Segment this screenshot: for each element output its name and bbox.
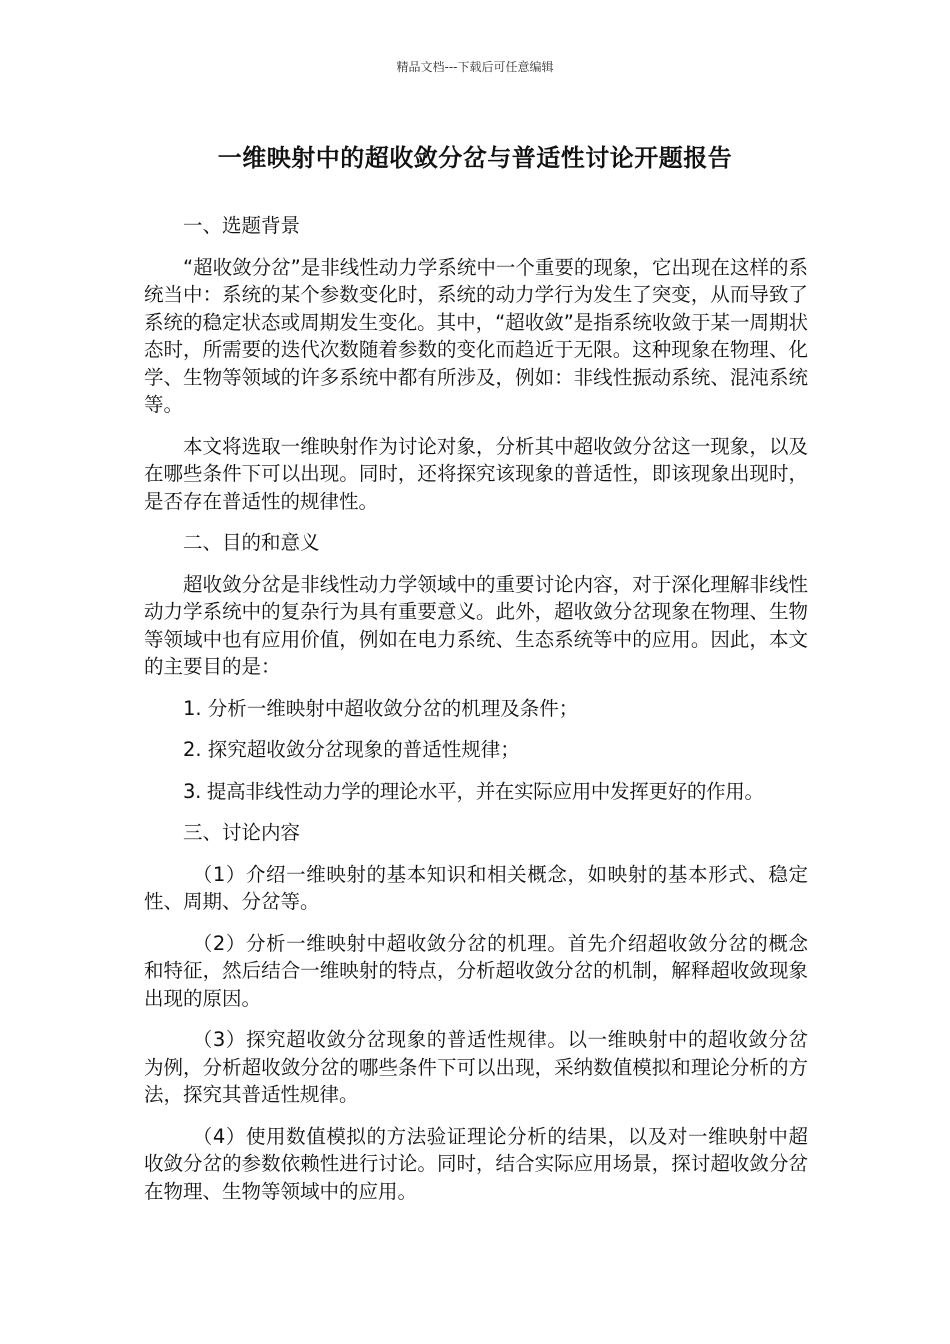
- list-item: （2）分析一维映射中超收敛分岔的机理。首先介绍超收敛分岔的概念和特征，然后结合一维映射的特点，分析超收敛分岔的机制，解释超收敛现象出现的原因。: [144, 931, 808, 1010]
- list-item: 3. 提高非线性动力学的理论水平，并在实际应用中发挥更好的作用。: [183, 779, 764, 803]
- document-title: 一维映射中的超收敛分岔与普适性讨论开题报告: [217, 144, 733, 172]
- section-heading-background: 一、选题背景: [183, 214, 301, 237]
- paragraph: 超收敛分岔是非线性动力学领域中的重要讨论内容，对于深化理解非线性动力学系统中的复杂行为具有重要意义。此外，超收敛分岔现象在物理、生物等领域中也有应用价值，例如在电力系统、生态系统等中的应用。因此，本文的主要目的是：: [144, 572, 808, 678]
- header-note: 精品文档---下载后可任意编辑: [396, 60, 554, 74]
- paragraph: 本文将选取一维映射作为讨论对象，分析其中超收敛分岔这一现象，以及在哪些条件下可以出现。同时，还将探究该现象的普适性，即该现象出现时，是否存在普适性的规律性。: [144, 434, 808, 513]
- section-heading-purpose: 二、目的和意义: [183, 531, 320, 554]
- list-item: （3）探究超收敛分岔现象的普适性规律。以一维映射中的超收敛分岔为例，分析超收敛分岔的哪些条件下可以出现，采纳数值模拟和理论分析的方法，探究其普适性规律。: [144, 1028, 808, 1106]
- list-item: （4）使用数值模拟的方法验证理论分析的结果，以及对一维映射中超收敛分岔的参数依赖性进行讨论。同时，结合实际应用场景，探讨超收敛分岔在物理、生物等领域中的应用。: [144, 1124, 808, 1203]
- document-body: [144, 212, 808, 1219]
- section-heading-content: 三、讨论内容: [183, 821, 301, 844]
- list-item: 1. 分析一维映射中超收敛分岔的机理及条件；: [183, 696, 579, 720]
- list-item: （1）介绍一维映射的基本知识和相关概念，如映射的基本形式、稳定性、周期、分岔等。: [144, 862, 808, 913]
- paragraph: “超收敛分岔”是非线性动力学系统中一个重要的现象，它出现在这样的系统当中：系统的某个参数变化时，系统的动力学行为发生了突变，从而导致了系统的稳定状态或周期发生变化。其中，“超收敛”是指系统收敛于某一周期状态时，所需要的迭代次数随着参数的变化而趋近于无限。这种现象在物理、化学、生物等领域的许多系统中都有所涉及，例如：非线性振动系统、混沌系统等。: [144, 255, 808, 416]
- list-item: 2. 探究超收敛分岔现象的普适性规律；: [183, 738, 520, 761]
